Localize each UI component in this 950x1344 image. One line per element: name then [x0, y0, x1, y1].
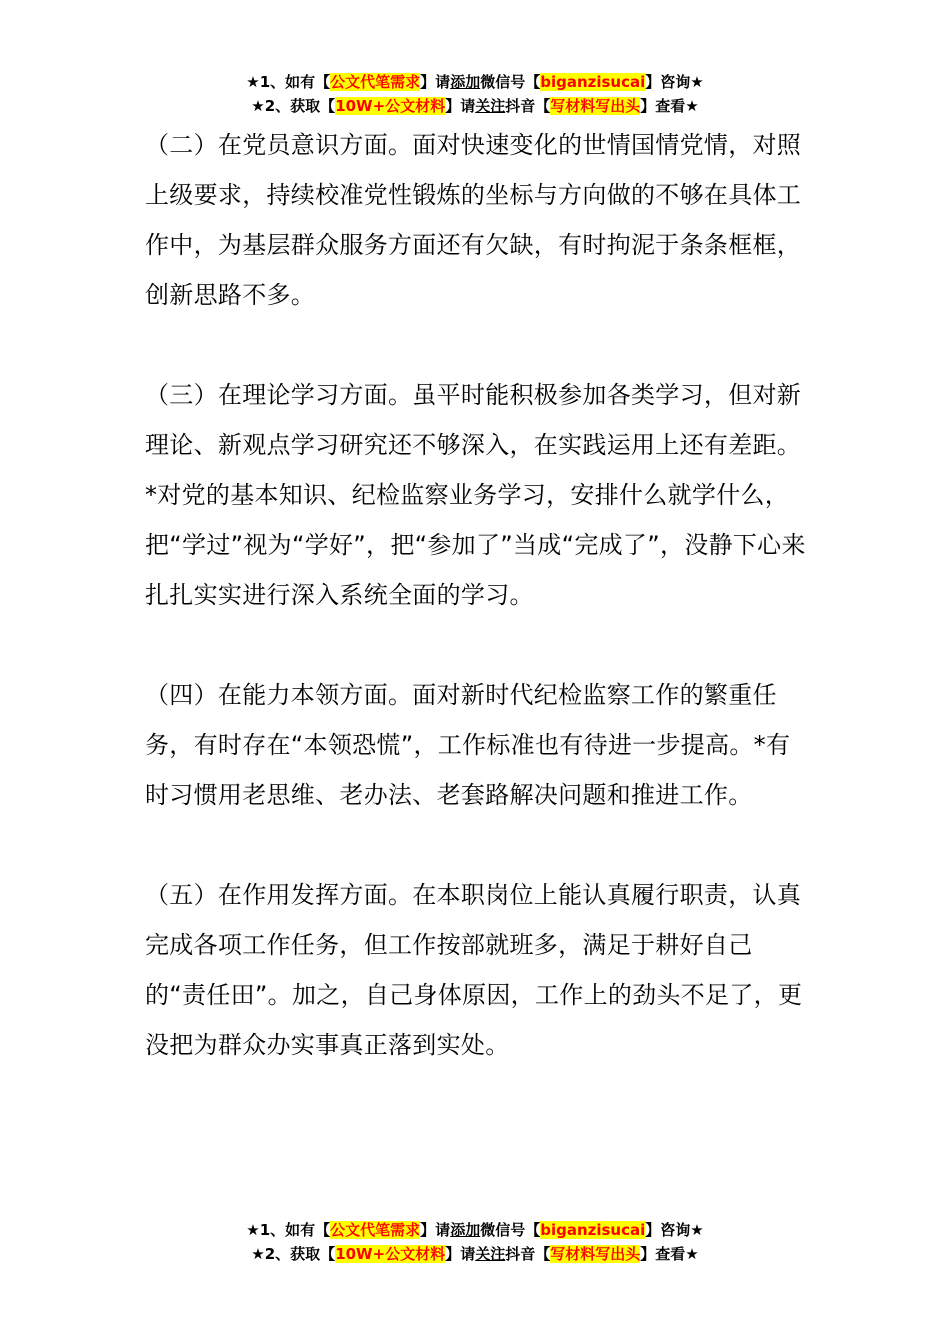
banner-line-2: [0, 1242, 950, 1266]
header-banner: [0, 70, 950, 118]
highlight-text: 公文代笔需求: [330, 73, 421, 91]
underlined-text: 关注: [475, 97, 506, 115]
paragraph-theory-study: （三）在理论学习方面。虽平时能积极参加各类学习，但对新理论、新观点学习研究还不够深入，在实践运用上还有差距。*对党的基本知识、纪检监察业务学习，安排什么就学什么，把“学过”视为“学好”，把“参加了”当成“完成了”，没静下心来扎扎实实进行深入系统全面的学习。: [145, 381, 806, 609]
banner-text: 】查看★: [640, 1245, 699, 1263]
banner-text: ★2、获取【: [251, 1245, 336, 1263]
banner-text: 】请: [445, 1245, 476, 1263]
highlight-text: 10W+公文材料: [335, 97, 446, 115]
banner-text: 】咨询★: [645, 1221, 704, 1239]
banner-text: ★1、如有【: [246, 73, 331, 91]
highlight-text: 公文代笔需求: [330, 1221, 421, 1239]
footer-banner: [0, 1218, 950, 1266]
highlight-text: 写材料写出头: [550, 1245, 641, 1263]
underlined-text: 关注: [475, 1245, 506, 1263]
highlight-text: 10W+公文材料: [335, 1245, 446, 1263]
paragraph-spacer: [145, 620, 810, 670]
paragraph-spacer: [145, 820, 810, 870]
banner-text: 抖音【: [505, 1245, 551, 1263]
banner-line-1: [0, 1218, 950, 1242]
highlight-text: 写材料写出头: [550, 97, 641, 115]
banner-line-2: [0, 94, 950, 118]
highlight-text: biganzisucai: [540, 73, 646, 91]
banner-text: 抖音【: [505, 97, 551, 115]
underlined-text: 添加: [450, 1221, 481, 1239]
paragraph-spacer: [145, 320, 810, 370]
paragraph-ability: （四）在能力本领方面。面对新时代纪检监察工作的繁重任务，有时存在“本领恐慌”，工作标准也有待进一步提高。*有时习惯用老思维、老办法、老套路解决问题和推进工作。: [145, 681, 791, 809]
banner-text: 微信号【: [480, 73, 541, 91]
paragraph-party-awareness: （二）在党员意识方面。面对快速变化的世情国情党情，对照上级要求，持续校准党性锻炼的坐标与方向做的不够在具体工作中，为基层群众服务方面还有欠缺，有时拘泥于条条框框，创新思路不多。: [145, 131, 802, 309]
banner-text: 】咨询★: [645, 73, 704, 91]
banner-text: 】请: [420, 73, 451, 91]
banner-line-1: [0, 70, 950, 94]
banner-text: 】请: [445, 97, 476, 115]
paragraph-role: （五）在作用发挥方面。在本职岗位上能认真履行职责，认真完成各项工作任务，但工作按部就班多，满足于耕好自己的“责任田”。加之，自己身体原因，工作上的劲头不足了，更没把为群众办实事真正落到实处。: [145, 881, 803, 1059]
banner-text: 】请: [420, 1221, 451, 1239]
highlight-text: biganzisucai: [540, 1221, 646, 1239]
banner-text: 】查看★: [640, 97, 699, 115]
banner-text: ★1、如有【: [246, 1221, 331, 1239]
underlined-text: 添加: [450, 73, 481, 91]
banner-text: ★2、获取【: [251, 97, 336, 115]
document-body: [145, 120, 810, 1070]
banner-text: 微信号【: [480, 1221, 541, 1239]
